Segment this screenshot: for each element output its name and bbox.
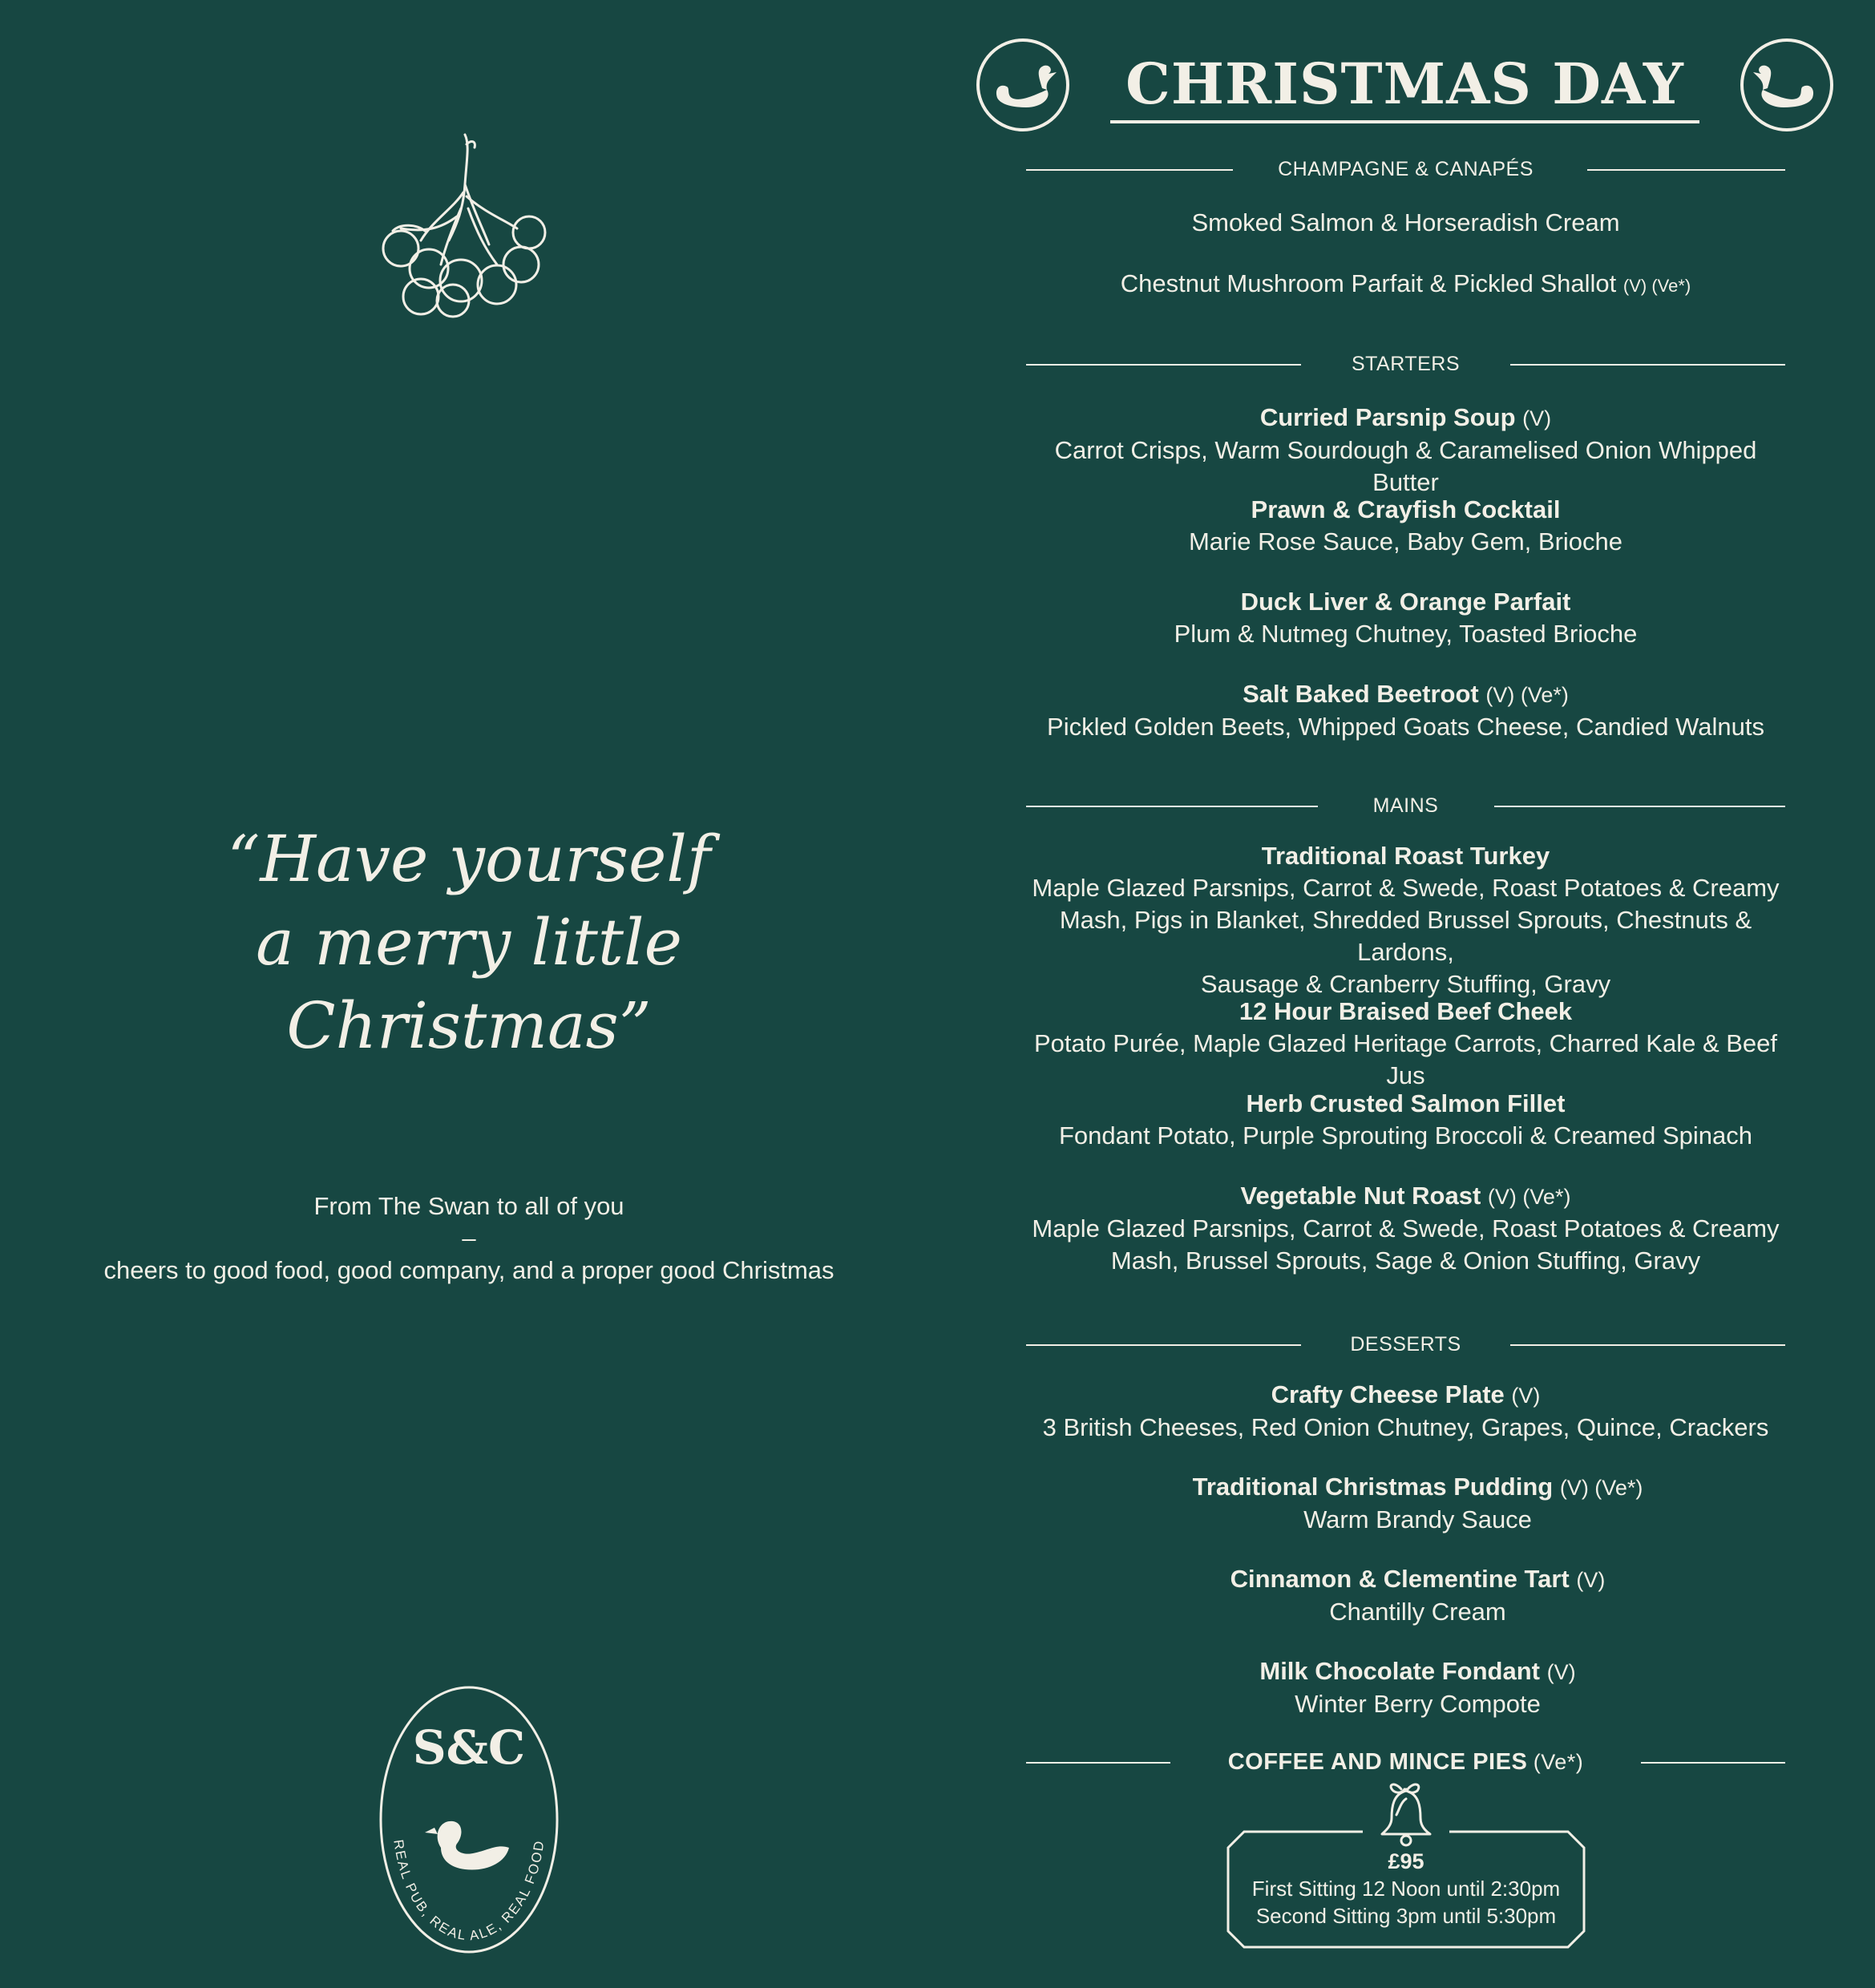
swan-badge-left [976, 38, 1069, 131]
canape-item [1026, 268, 1785, 302]
quote-line-2: a merry little [256, 905, 682, 980]
menu-title: CHRISTMAS DAY [1125, 51, 1684, 117]
item-description: Maple Glazed Parsnips, Carrot & Swede, Roast Potatoes & Creamy [1032, 1214, 1780, 1242]
item-description: Chantilly Cream [1329, 1598, 1506, 1626]
section-label [1026, 1746, 1785, 1779]
menu-item [1026, 996, 1785, 1092]
section-label: CHAMPAGNE & CANAPÉS [1278, 158, 1534, 180]
item-name: Curried Parsnip Soup [1259, 403, 1516, 431]
menu-item [1026, 1180, 1785, 1277]
message-dash: – [462, 1224, 476, 1252]
first-sitting: First Sitting 12 Noon until 2:30pm [1251, 1877, 1561, 1901]
item-name: Traditional Roast Turkey [1261, 842, 1550, 870]
menu-item [1038, 1655, 1797, 1720]
menu-item [1026, 586, 1785, 650]
item-description: 3 British Cheeses, Red Onion Chutney, Grapes, Quince, Crackers [1042, 1413, 1769, 1441]
item-name: 12 Hour Braised Beef Cheek [1239, 997, 1573, 1025]
dietary-tags: (V) [1511, 1384, 1541, 1408]
item-description: Pickled Golden Beets, Whipped Goats Cheese, Candied Walnuts [1047, 713, 1764, 741]
bell-icon [1372, 1778, 1440, 1850]
item-description: Potato Purée, Maple Glazed Heritage Carrots, Charred Kale & Beef Jus [1033, 1029, 1778, 1089]
section-coffee-heading [1026, 1746, 1785, 1778]
swan-icon [980, 42, 1066, 128]
item-name: Herb Crusted Salmon Fillet [1246, 1089, 1566, 1117]
item-description: Marie Rose Sauce, Baby Gem, Brioche [1188, 527, 1623, 556]
item-description: Mash, Pigs in Blanket, Shredded Brussel Sprouts, Chestnuts & Lardons, [1059, 906, 1752, 966]
item-name: Salt Baked Beetroot [1243, 680, 1479, 708]
section-starters-heading [1026, 348, 1785, 380]
coffee-label: COFFEE AND MINCE PIES [1227, 1749, 1528, 1775]
christmas-quote [160, 818, 778, 1068]
item-name: Vegetable Nut Roast [1240, 1182, 1481, 1210]
item-name: Cinnamon & Clementine Tart [1230, 1565, 1570, 1593]
item-description: Mash, Brussel Sprouts, Sage & Onion Stuffing, Gravy [1110, 1247, 1701, 1275]
item-name: Prawn & Crayfish Cocktail [1251, 495, 1561, 523]
menu-item [1026, 678, 1785, 743]
item-name: Traditional Christmas Pudding [1192, 1473, 1554, 1501]
menu-item [1026, 840, 1785, 1000]
quote-line-3: Christmas” [286, 988, 652, 1063]
logo-swan-icon [425, 1821, 509, 1870]
menu-item [1026, 1379, 1785, 1444]
dietary-tags: (V) (Ve*) [1559, 1476, 1643, 1500]
message-line-2: cheers to good food, good company, and a proper good Christmas [103, 1256, 834, 1284]
item-description: Maple Glazed Parsnips, Carrot & Swede, Roast Potatoes & Creamy [1032, 874, 1780, 902]
pub-logo [377, 1683, 561, 1956]
greeting-message [80, 1190, 858, 1287]
menu-item [1038, 1471, 1797, 1536]
item-description: Winter Berry Compote [1295, 1690, 1541, 1718]
item-description: Plum & Nutmeg Chutney, Toasted Brioche [1174, 620, 1638, 648]
dietary-tags: (V) (Ve*) [1487, 1185, 1571, 1209]
swan-badge-right [1740, 38, 1833, 131]
dietary-tags: (V) (Ve*) [1622, 276, 1691, 296]
title-underline [1110, 120, 1699, 123]
item-name: Chestnut Mushroom Parfait & Pickled Shallot [1120, 269, 1617, 297]
menu-item [1026, 494, 1785, 558]
logo-ring-text: REAL PUB, REAL ALE, REAL FOOD [390, 1838, 548, 1944]
dietary-tags: (V) (Ve*) [1485, 683, 1569, 707]
message-line-1: From The Swan to all of you [313, 1192, 624, 1220]
item-description: Fondant Potato, Purple Sprouting Broccoli & Creamed Spinach [1058, 1121, 1753, 1150]
dietary-tags: (V) [1522, 406, 1552, 430]
menu-item [1038, 1563, 1797, 1628]
second-sitting: Second Sitting 3pm until 5:30pm [1255, 1904, 1557, 1928]
section-label: MAINS [1372, 794, 1439, 817]
menu-item [1026, 402, 1785, 499]
section-desserts-heading [1026, 1328, 1785, 1360]
quote-line-1: “Have yourself [227, 822, 711, 896]
item-name: Crafty Cheese Plate [1271, 1380, 1505, 1408]
section-label: DESSERTS [1350, 1333, 1461, 1356]
dietary-tags: (Ve*) [1533, 1750, 1584, 1774]
canape-item [1026, 207, 1785, 239]
item-name: Smoked Salmon & Horseradish Cream [1191, 208, 1620, 236]
menu-item [1026, 1088, 1785, 1152]
section-mains-heading [1026, 790, 1785, 822]
item-name: Duck Liver & Orange Parfait [1240, 588, 1571, 616]
item-description: Carrot Crisps, Warm Sourdough & Caramelised Onion Whipped Butter [1054, 436, 1757, 496]
price: £95 [1388, 1849, 1424, 1873]
item-description: Sausage & Cranberry Stuffing, Gravy [1200, 970, 1611, 998]
section-label: STARTERS [1351, 353, 1461, 375]
swan-icon [1744, 42, 1830, 128]
berries-illustration [377, 128, 561, 321]
section-canapes-heading [1026, 153, 1785, 185]
dietary-tags: (V) [1546, 1660, 1576, 1684]
dietary-tags: (V) [1576, 1568, 1606, 1592]
item-name: Milk Chocolate Fondant [1259, 1657, 1540, 1685]
logo-monogram: S&C [412, 1720, 526, 1775]
item-description: Warm Brandy Sauce [1303, 1505, 1532, 1533]
